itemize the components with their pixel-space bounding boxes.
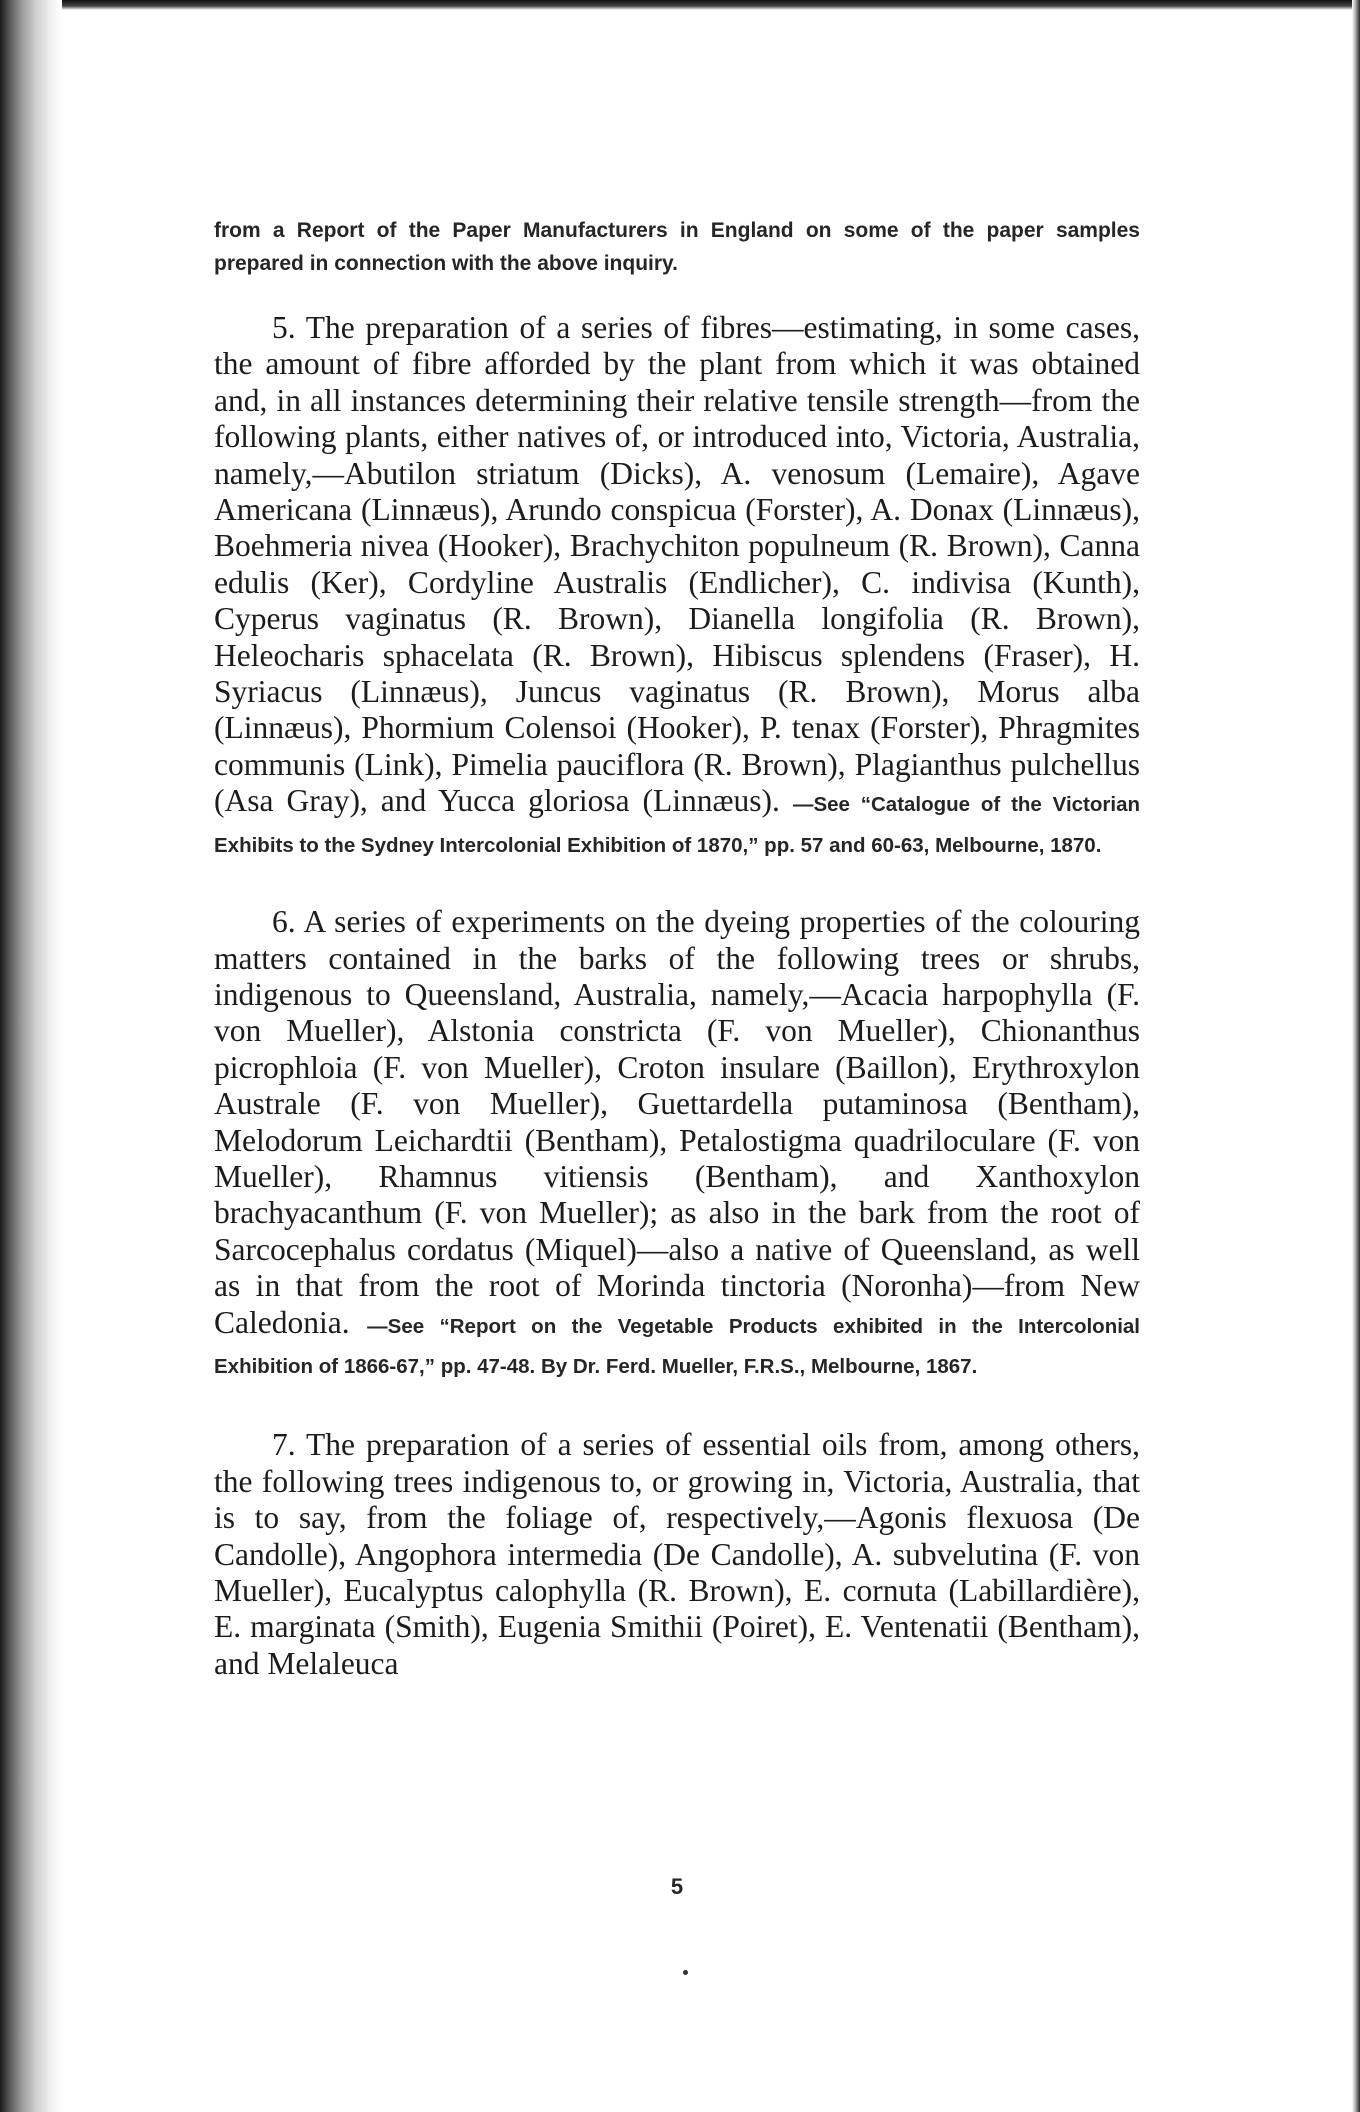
paragraph-6 xyxy=(214,904,1140,1385)
scan-speck xyxy=(683,1970,688,1975)
paragraph-5-text: 5. The preparation of a series of fibres—estimating, in some cases, the amount of fibre afforded by the plant from which it was obtained and, in all instances determining their relative tensile strength—from the following plants, either natives of, or introduced into, Victoria, Australia, namely,—Abutilon striatum (Dicks), A. venosum (Lemaire), Agave Americana (Linnæus), Arundo conspicua (Forster), A. Donax (Linnæus), Boehmeria nivea (Hooker), Brachychiton populneum (R. Brown), Canna edulis (Ker), Cordyline Australis (Endlicher), C. indivisa (Kunth), Cyperus vaginatus (R. Brown), Dianella longifolia (R. Brown), Heleocharis sphacelata (R. Brown), Hibiscus splendens (Fraser), H. Syriacus (Linnæus), Juncus vaginatus (R. Brown), Morus alba (Linnæus), Phormium Colensoi (Hooker), P. tenax (Forster), Phragmites communis (Link), Pimelia pauciflora (R. Brown), Plagianthus pulchellus (Asa Gray), and Yucca gloriosa (Linnæus). xyxy=(214,310,1140,819)
scan-right-edge xyxy=(1352,0,1360,2112)
page-number: 5 xyxy=(670,1874,684,1899)
paragraph-7 xyxy=(214,1427,1140,1682)
paragraph-6-reference: —See “Report on the Vegetable Products exhibited in the Intercolonial Exhibition of 1866-67,” pp. 47-48. By Dr. Ferd. Mueller, F.R.S., Melbourne, 1867. xyxy=(214,1314,1141,1378)
paragraph-5-reference: —See “Catalogue of the Victorian Exhibits to the Sydney Intercolonial Exhibition of 1870,” pp. 57 and 60-63, Melbourne, 1870. xyxy=(214,793,1140,857)
scan-binding-edge xyxy=(0,0,62,2112)
scan-top-edge xyxy=(0,0,1360,10)
paragraph-5 xyxy=(214,310,1140,864)
paragraph-7-text: 7. The preparation of a series of essential oils from, among others, the following trees indigenous to, or growing in, Victoria, Australia, that is to say, from the foliage of, respectively,—Agonis flexuosa (De Candolle), Angophora intermedia (De Candolle), A. subvelutina (F. von Mueller), Eucalyptus calophylla (R. Brown), E. cornuta (Labillardière), E. marginata (Smith), Eugenia Smithii (Poiret), E. Ventenatii (Bentham), and Melaleuca xyxy=(214,1427,1140,1681)
document-page xyxy=(214,214,1141,1899)
paragraph-6-text: 6. A series of experiments on the dyeing properties of the colouring matters contained in the barks of the following trees or shrubs, indigenous to Queensland, Australia, namely,—Acacia harpophylla (F. von Mueller), Alstonia constricta (F. von Mueller), Chionanthus picrophloia (F. von Mueller), Croton insulare (Baillon), Erythroxylon Australe (F. von Mueller), Guettardella putaminosa (Bentham), Melodorum Leichardtii (Bentham), Petalostigma quadriloculare (F. von Mueller), Rhamnus vitiensis (Bentham), and Xanthoxylon brachyacanthum (F. von Mueller); as also in the bark from the root of Sarcocephalus cordatus (Miquel)—also a native of Queensland, as well as in that from the root of Morinda tinctoria (Noronha)—from New Caledonia. xyxy=(214,904,1140,1340)
intro-paragraph: from a Report of the Paper Manufacturers in England on some of the paper samples prepared in connection with the above inquiry. xyxy=(214,219,1140,275)
